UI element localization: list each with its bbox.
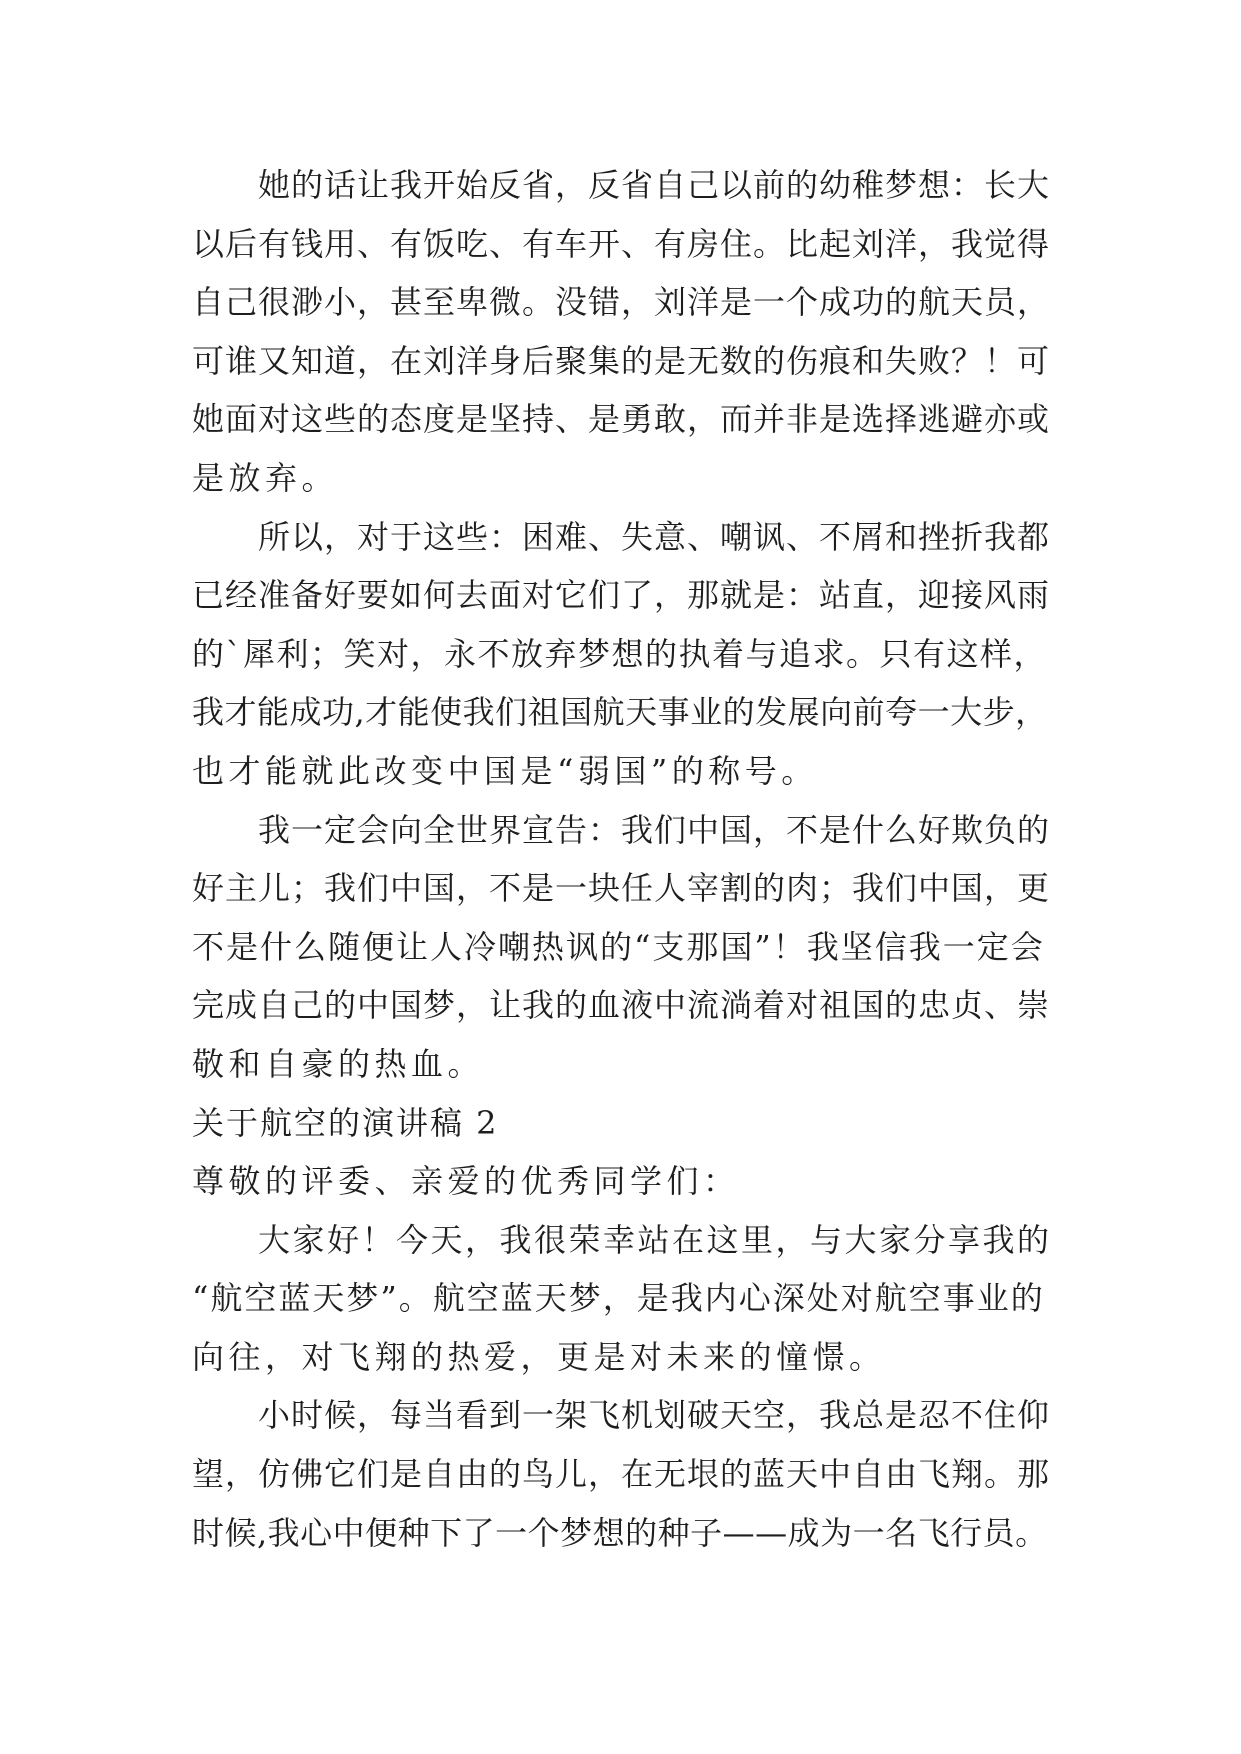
section-heading: 关于航空的演讲稿 2 — [192, 1103, 499, 1142]
text-line: 的`犀利；笑对，永不放弃梦想的执着与追求。只有这样， — [192, 634, 1048, 673]
text-line: 她的话让我开始反省，反省自己以前的幼稚梦想：长大 — [258, 166, 1051, 204]
text-line: 已经准备好要如何去面对它们了，那就是：站直，迎接风雨 — [192, 576, 1051, 615]
text-line: 以后有钱用、有饭吃、有车开、有房住。比起刘洋，我觉得 — [192, 224, 1051, 263]
text-line: 也才能就此改变中国是“弱国”的称号。 — [192, 751, 818, 790]
text-line: 完成自己的中国梦，让我的血液中流淌着对祖国的忠贞、崇 — [192, 986, 1051, 1025]
text-line: 她面对这些的态度是坚持、是勇敢，而并非是选择逃避亦或 — [192, 400, 1051, 439]
salutation: 尊敬的评委、亲爱的优秀同学们： — [192, 1162, 740, 1201]
text-line: 是放弃。 — [192, 458, 339, 497]
text-line: 时候,我心中便种下了一个梦想的种子——成为一名飞行员。 — [192, 1513, 1048, 1552]
text-line: 好主儿；我们中国，不是一块任人宰割的肉；我们中国，更 — [192, 869, 1051, 908]
text-line: 小时候，每当看到一架飞机划破天空，我总是忍不住仰 — [258, 1396, 1051, 1435]
text-line: 我才能成功,才能使我们祖国航天事业的发展向前夸一大步， — [192, 693, 1048, 732]
text-line: 敬和自豪的热血。 — [192, 1044, 485, 1083]
document-body — [192, 156, 1054, 1562]
text-line: 自己很渺小，甚至卑微。没错，刘洋是一个成功的航天员， — [192, 283, 1051, 322]
text-line: 我一定会向全世界宣告：我们中国，不是什么好欺负的 — [258, 810, 1051, 849]
text-line: “航空蓝天梦”。航空蓝天梦，是我内心深处对航空事业的 — [192, 1279, 1045, 1318]
text-line: 不是什么随便让人冷嘲热讽的“支那国”！我坚信我一定会 — [192, 927, 1045, 966]
text-line: 可谁又知道，在刘洋身后聚集的是无数的伤痕和失败？！可 — [192, 341, 1051, 380]
text-line: 大家好！今天，我很荣幸站在这里，与大家分享我的 — [258, 1220, 1052, 1259]
text-line: 向往，对飞翔的热爱，更是对未来的憧憬。 — [192, 1337, 886, 1376]
text-line: 所以，对于这些：困难、失意、嘲讽、不屑和挫折我都 — [258, 517, 1051, 556]
text-line: 望，仿佛它们是自由的鸟儿，在无垠的蓝天中自由飞翔。那 — [192, 1455, 1051, 1494]
